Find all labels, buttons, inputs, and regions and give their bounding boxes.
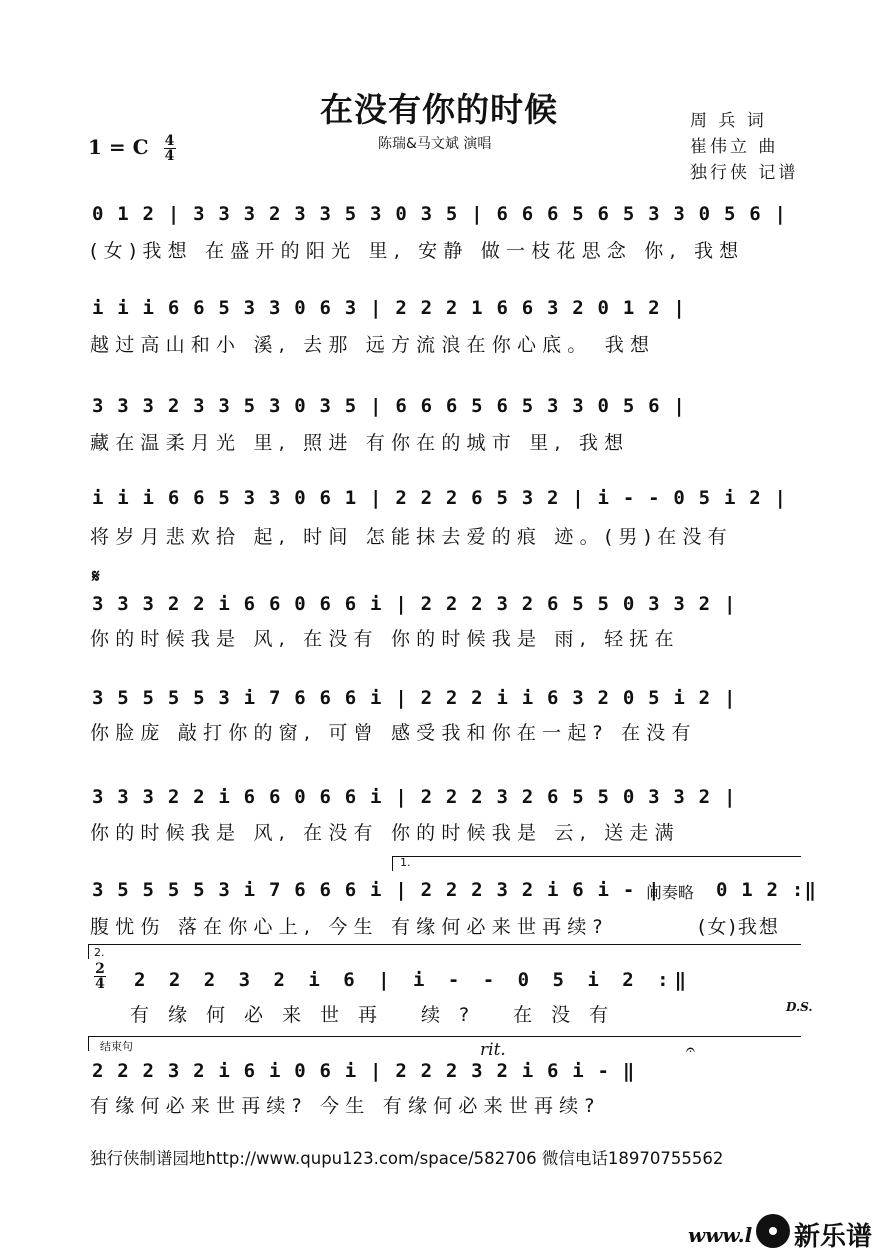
time-signature — [164, 134, 176, 163]
footer-credit: 独行侠制谱园地http://www.qupu123.com/space/582706 微信电话18970755562 — [90, 1149, 724, 1168]
time-signature-top: 4 — [164, 133, 175, 149]
lyric-system-10: 有缘何必来世再续? 今生 有缘何必来世再续? — [90, 1095, 601, 1117]
fermata-sign: 𝄐 — [686, 1040, 695, 1059]
notes-system-8-pickup: 0 1 2 :‖ — [716, 879, 818, 901]
key-signature — [88, 134, 176, 163]
ds-marking: D.S. — [786, 1000, 813, 1014]
notes-system-4: i i i 6 6 5 3 3 0 6 1 | 2 2 2 6 5 3 2 | i - - 0 5 i 2 | — [92, 487, 788, 509]
composer-credit: 崔伟立 曲 — [690, 137, 779, 157]
lyric-system-9: 有缘何必来世再 续? 在没有 — [130, 1004, 628, 1026]
transcriber-credit: 独行侠 记谱 — [690, 163, 799, 183]
rit-marking: rit. — [480, 1040, 506, 1060]
volta-1-bracket — [392, 856, 801, 871]
lyric-system-1: (女)我想 在盛开的阳光 里, 安静 做一枝花思念 你, 我想 — [90, 240, 745, 262]
lyricist-credit: 周 兵 词 — [690, 111, 767, 131]
lyric-system-4: 将岁月悲欢拾 起, 时间 怎能抹去爱的痕 迹。(男)在没有 — [90, 526, 733, 548]
lyric-system-6: 你脸庞 敲打你的窗, 可曾 感受我和你在一起? 在没有 — [90, 722, 697, 744]
logo-www: www.l — [688, 1223, 753, 1247]
notes-system-7: 3 3 3 2 2 i 6 6 0 6 6 i | 2 2 2 3 2 6 5 5 0 3 3 2 | — [92, 786, 737, 808]
notes-system-6: 3 5 5 5 5 3 i 7 6 6 6 i | 2 2 2 i i 6 3 2 0 5 i 2 | — [92, 687, 737, 709]
lyric-system-7: 你的时候我是 风, 在没有 你的时候我是 云, 送走满 — [90, 822, 680, 844]
time-signature-2-4-stack — [94, 962, 106, 991]
notes-system-10: 2 2 2 3 2 i 6 i 0 6 i | 2 2 2 3 2 i 6 i - ‖ — [92, 1060, 636, 1082]
logo-disc-icon — [756, 1214, 790, 1248]
lyric-system-8: 腹忧伤 落在你心上, 今生 有缘何必来世再续? — [90, 916, 609, 938]
volta-1-label: 1. — [400, 856, 411, 869]
song-title: 在没有你的时候 — [320, 90, 558, 129]
key-label: 1 = C — [88, 135, 149, 159]
volta-2-label: 2. — [94, 946, 105, 959]
singers: 陈瑞&马文斌 演唱 — [378, 136, 492, 152]
time-signature-2-4 — [86, 962, 106, 991]
notes-system-5: 3 3 3 2 2 i 6 6 0 6 6 i | 2 2 2 3 2 6 5 5 0 3 3 2 | — [92, 593, 737, 615]
logo-name: 新乐谱 — [794, 1222, 873, 1252]
notes-system-3: 3 3 3 2 3 3 5 3 0 3 5 | 6 6 6 5 6 5 3 3 0 5 6 | — [92, 395, 687, 417]
time-signature-bottom: 4 — [164, 148, 175, 164]
notes-system-2: i i i 6 6 5 3 3 0 6 3 | 2 2 2 1 6 6 3 2 0 1 2 | — [92, 297, 687, 319]
segno-sign: 𝄋 — [92, 566, 100, 587]
volta-2-bracket — [88, 944, 801, 959]
lyric-system-2: 越过高山和小 溪, 去那 远方流浪在你心底。 我想 — [90, 334, 656, 356]
ending-label: 结束句 — [100, 1040, 133, 1053]
time-signature-2-4-bottom: 4 — [95, 976, 105, 992]
lyric-system-3: 藏在温柔月光 里, 照进 有你在的城市 里, 我想 — [90, 432, 630, 454]
time-signature-2-4-top: 2 — [95, 961, 105, 977]
lyric-system-8-pickup: (女)我想 — [698, 916, 780, 938]
notes-system-1: 0 1 2 | 3 3 3 2 3 3 5 3 0 3 5 | 6 6 6 5 6 5 3 3 0 5 6 | — [92, 203, 788, 225]
lyric-system-5: 你的时候我是 风, 在没有 你的时候我是 雨, 轻抚在 — [90, 628, 680, 650]
interlude-label: 间奏略 — [646, 883, 695, 902]
notes-system-9: 2 2 2 3 2 i 6 | i - - 0 5 i 2 :‖ — [134, 969, 693, 991]
notes-system-8: 3 5 5 5 5 3 i 7 6 6 6 i | 2 2 2 3 2 i 6 i - | — [92, 879, 661, 901]
